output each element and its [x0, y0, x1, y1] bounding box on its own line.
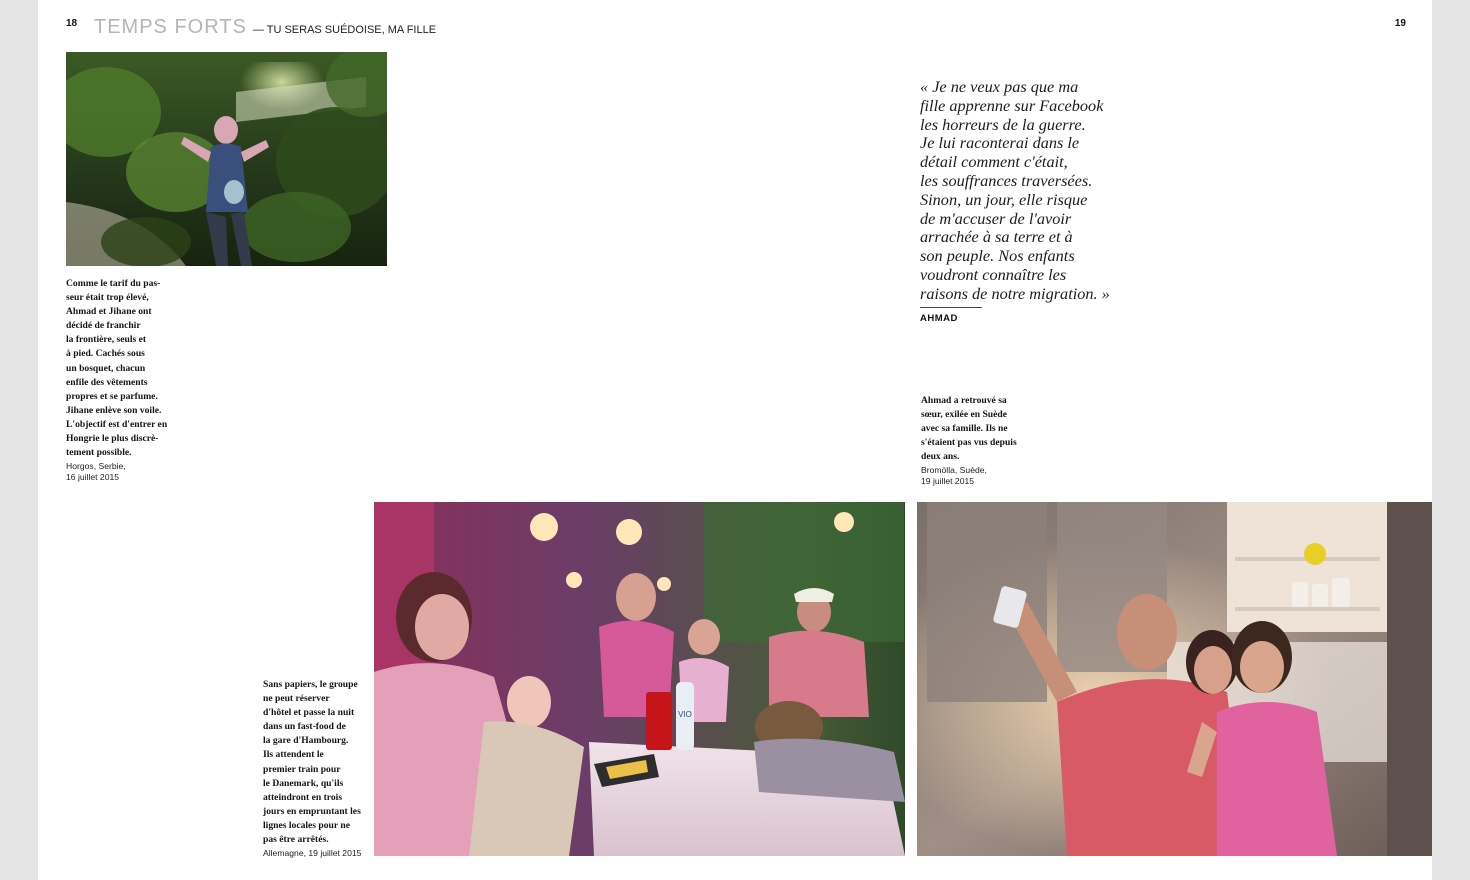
- pull-quote: « Je ne veux pas que ma fille apprenne sur Facebook les horreurs de la guerre. Je lui raconterai dans le détail comment c'était, les souffrances traversées. Sinon, un jour, elle risque de m'accuser de l'avoir arrachée à sa terre et à son peuple. Nos enfants voudront connaître les raisons de notre migration. »: [920, 77, 1110, 303]
- section-title: TEMPS FORTS: [94, 16, 247, 38]
- caption-germany-text: Sans papiers, le groupe ne peut réserver d'hôtel et passe la nuit dans un fast-food de la gare d'Hambourg. Ils attendent le premier train pour le Danemark, qu'ils atteindront en trois jours en empruntant les lignes locales pour ne pas être arrêtés.: [263, 679, 361, 846]
- caption-sweden-date: 19 juillet 2015: [921, 475, 975, 486]
- caption-germany: [263, 678, 373, 859]
- magazine-spread: [38, 0, 1432, 880]
- caption-sweden-place: Bromölla, Suède,: [921, 465, 987, 476]
- photo-kitchen-selfie: [917, 502, 1432, 856]
- caption-germany-place: Allemagne, 19 juillet 2015: [263, 848, 362, 859]
- running-header: [94, 16, 436, 39]
- page-number-right: 19: [1394, 18, 1406, 29]
- caption-serbia-text: Comme le tarif du pas- seur était trop élevé, Ahmad et Jihane ont décidé de franchir la frontière, seuls et à pied. Cachés sous un bosquet, chacun enfile des vêtements propres et se parfume. Jihane enlève son voile. L'objectif est d'entrer en Hongrie le plus discrè- tement possible.: [66, 278, 168, 459]
- caption-sweden: [921, 394, 1041, 486]
- caption-serbia: [66, 277, 176, 482]
- photo-forest-crossing: [66, 52, 387, 266]
- caption-sweden-text: Ahmad a retrouvé sa sœur, exilée en Suède avec sa famille. Ils ne s'étaient pas vus depuis deux ans.: [921, 395, 1017, 463]
- quote-divider: [920, 307, 982, 308]
- photo-fastfood-hamburg: [374, 502, 905, 856]
- caption-serbia-date: 16 juillet 2015: [66, 471, 120, 482]
- article-title: — TU SERAS SUÉDOISE, MA FILLE: [252, 24, 437, 36]
- page-number-left: 18: [66, 18, 78, 29]
- bottle-label: VIO: [678, 710, 692, 719]
- quote-author: AHMAD: [920, 313, 958, 324]
- caption-serbia-place: Horgos, Serbie,: [66, 461, 126, 472]
